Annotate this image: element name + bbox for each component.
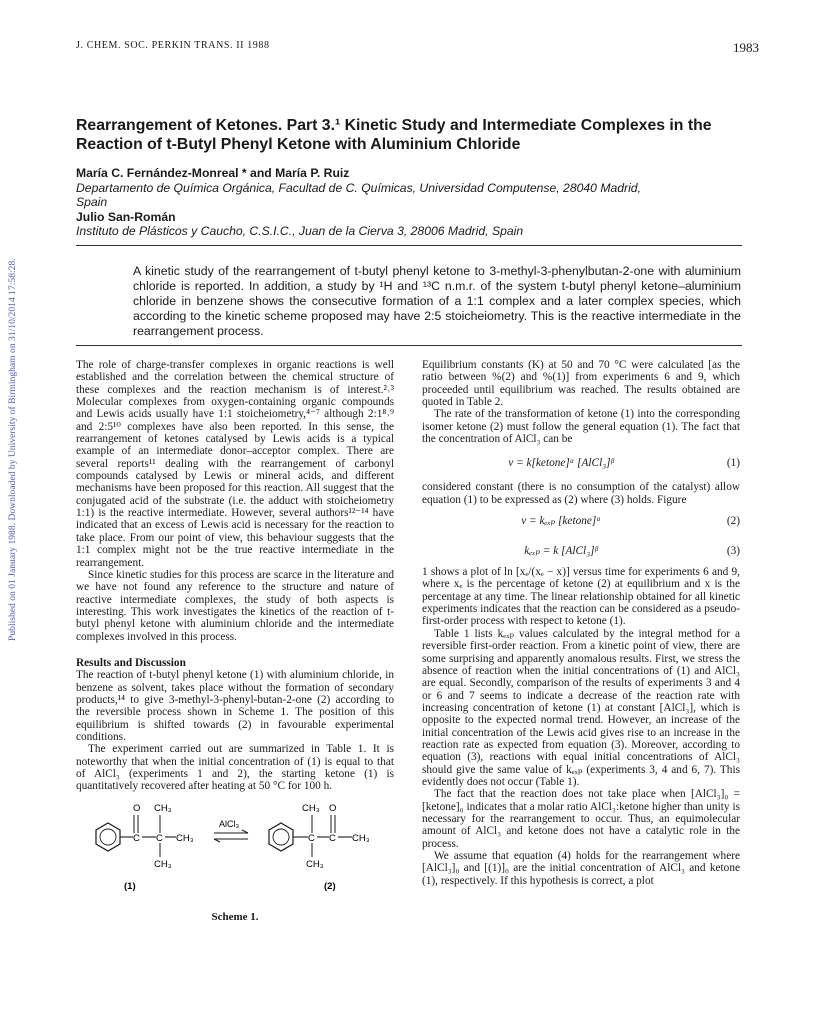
- methyl-label-2a: CH₃: [302, 802, 320, 814]
- page-number: 1983: [733, 40, 759, 55]
- equation-1: [422, 445, 740, 481]
- right-paragraph-5: Table 1 lists kₑₓₚ values calculated by the integral method for a reversible first-order reaction. From a kinetic point of view, there are some surprising and apparently anomalous results. First, we stress the absence of reaction when the initial concentrations of (1) and AlCl₃ are equal. Secondly, comparison of the results of experiments 3 and 4 or 6 and 7 seems to indicate a decrease of the reaction rate with increasing concentration of ketone (1) at constant [AlCl₃], which is opposite to the expected normal trend. However, an increase of the initial concentration of the Lewis acid gives rise to an increase in the reaction rate as expected from equation (3). Moreover, according to equation (3), reactions with equal initial concentrations of AlCl₃ should give the same value of kₑₓₚ (experiments 3, 4 and 6, 7). This evidently does not occur (Table 1).: [422, 627, 740, 788]
- reaction-scheme-svg: [76, 799, 394, 895]
- methyl-label-2b: CH₃: [306, 858, 324, 870]
- right-paragraph-1: Equilibrium constants (K) at 50 and 70 °C were calculated [as the ratio between %(2) and %(1)] from experiments 6 and 9, which proceeded until equilibrium was reached. The results obtained are quoted in Table 2.: [422, 359, 740, 409]
- abstract-divider: [76, 345, 742, 346]
- results-paragraph-2: The experiment carried out are summarized in Table 1. It is noteworthy that when the initial concentration of (1) is equal to that of AlCl₃ (experiments 1 and 2), the starting ketone (1) is quantitatively recovered after heating at 50 °C for 100 h.: [76, 743, 394, 793]
- right-paragraph-2: The rate of the transformation of ketone (1) into the corresponding isomer ketone (2) must follow the general equation (1). The fact that the concentration of AlCl₃ can be: [422, 408, 740, 446]
- methyl-label-1c: CH₃: [176, 832, 194, 844]
- equation-1-body: v = k[ketone]ᵅ [AlCl₃]ᵝ: [508, 457, 614, 470]
- affiliation-1a: Departamento de Química Orgánica, Facultad de C. Químicas, Universidad Computense, 28040 Madrid,: [76, 180, 641, 195]
- section-heading: Results and Discussion: [76, 656, 186, 669]
- aromatic-circle-2: [273, 829, 289, 845]
- oxygen-label-2: O: [329, 802, 337, 814]
- carbon-label: C: [156, 832, 163, 844]
- affiliation-1b: Spain: [76, 195, 108, 210]
- equation-3: [422, 536, 740, 566]
- methyl-label-2c: CH₃: [352, 832, 370, 844]
- equation-2: [422, 506, 740, 536]
- carbon-label: C: [133, 832, 140, 844]
- scheme-1-diagram: [76, 799, 394, 909]
- equation-3-body: kₑₓₚ = k [AlCl₃]ᵝ: [524, 544, 598, 557]
- aromatic-circle-1: [100, 829, 116, 845]
- header-divider: [76, 245, 742, 246]
- download-watermark: Published on 01 January 1988. Downloaded by University of Birmingham on 31/10/2014 17:58:28.: [7, 258, 18, 642]
- left-column: [76, 359, 394, 923]
- right-paragraph-3: considered constant (there is no consumption of the catalyst) allow equation (1) to be expressed as (2) where (3) holds. Figure: [422, 481, 740, 506]
- carbon-label: C: [308, 832, 315, 844]
- journal-header: J. CHEM. SOC. PERKIN TRANS. II 1988: [76, 40, 270, 51]
- intro-paragraph-1: The role of charge-transfer complexes in organic reactions is well established and the correlation between the chemical structure of these complexes and the reaction mechanism is of interest.²˒³ Molecular complexes from oxygen-containing organic compounds and Lewis acids usually have 1:1 stoicheiometry,⁴⁻⁷ although 2:1⁸˒⁹ and 2:5¹⁰ complexes have also been reported. In this sense, the rearrangement of ketones catalysed by Lewis acids is a typical example of an intermediate donor–acceptor complex. There are several reports¹¹ dealing with the rearrangement of carbonyl compounds catalysed by Lewis or mineral acids, and different mechanisms have been proposed for this reaction. All suggest that the conjugated acid of the substrate (i.e. the adduct with stoicheiometry 1:1) is the reactive intermediate. However, several authors¹²⁻¹⁴ have indicated that an excess of Lewis acid is necessary for the reaction to take place. From our point of view, this behaviour suggests that the 1:1 complex might not be the true reactive intermediate in the rearrangement.: [76, 359, 394, 569]
- right-paragraph-7: We assume that equation (4) holds for the rearrangement where [AlCl₃]₀ and [(1)]₀ are the initial concentration of AlCl₃ and ketone (1), respectively. If this hypothesis is correct, a plot: [422, 850, 740, 887]
- abstract: A kinetic study of the rearrangement of t-butyl phenyl ketone to 3-methyl-3-phenylbutan-2-one with aluminium chloride is reported. In addition, a study by ¹H and ¹³C n.m.r. of the system t-butyl phenyl ketone–aluminium chloride in benzene shows the consecutive formation of a 1:1 complex and a later complex species, which according to the kinetic scheme proposed may have 2:5 stoicheiometry. This is the reactive intermediate in the rearrangement process.: [133, 264, 741, 338]
- compound-label-2: (2): [324, 880, 336, 892]
- right-column: [422, 359, 740, 887]
- scheme-caption: Scheme 1.: [211, 910, 259, 923]
- intro-paragraph-2: Since kinetic studies for this process are scarce in the literature and we have not found any reference to the structure and nature of reactive intermediate complexes, the study of both aspects is interesting. This work investigates the kinetics of the reaction of t-butyl phenyl ketone with aluminium chloride and the intermediate complexes involved in this process.: [76, 568, 394, 643]
- right-paragraph-4: 1 shows a plot of ln [xₑ/(xₑ − x)] versus time for experiments 6 and 9, where xₑ is the percentage of ketone (2) at equilibrium and x is the percentage at any time. The linear relationship obtained for all kinetic experiments indicates that the reaction can be considered as a pseudo-first-order process with respect to ketone (1).: [422, 566, 740, 628]
- affiliation-2: Instituto de Plásticos y Caucho, C.S.I.C., Juan de la Cierva 3, 28006 Madrid, Spain: [76, 224, 524, 239]
- author-names-2: Julio San-Román: [76, 209, 176, 224]
- equation-3-number: (3): [726, 544, 740, 557]
- oxygen-label-1: O: [133, 802, 141, 814]
- methyl-label-1b: CH₃: [154, 858, 172, 870]
- results-paragraph-1: The reaction of t-butyl phenyl ketone (1) with aluminium chloride, in benzene as solvent, takes place without the formation of secondary products,¹⁴ to give 3-methyl-3-phenyl-butan-2-one (2) according to the reversible process shown in Scheme 1. The position of this equilibrium is shifted towards (2) in favourable experimental conditions.: [76, 669, 394, 743]
- carbon-label: C: [329, 832, 336, 844]
- equation-2-body: v = kₑₓₚ [ketone]ᵅ: [521, 514, 601, 527]
- compound-label-1: (1): [124, 880, 136, 892]
- article-title: Rearrangement of Ketones. Part 3.¹ Kinetic Study and Intermediate Complexes in the Reaction of t-Butyl Phenyl Ketone with Aluminium Chloride: [76, 117, 712, 153]
- equation-2-number: (2): [726, 514, 740, 527]
- methyl-label-1a: CH₃: [154, 802, 172, 814]
- author-names-1: María C. Fernández-Monreal * and María P. Ruiz: [76, 166, 350, 180]
- authors-block: [76, 166, 756, 239]
- right-paragraph-6: The fact that the reaction does not take place when [AlCl₃]₀ = [ketone]₀ indicates that a molar ratio AlCl₃:ketone higher than unity is necessary for the rearrangement to occur. Thus, an equimolecular amount of AlCl₃ and ketone does not have a catalytic role in the process.: [422, 788, 740, 850]
- reagent-label: AlCl₃: [219, 818, 240, 829]
- equation-1-number: (1): [726, 457, 740, 470]
